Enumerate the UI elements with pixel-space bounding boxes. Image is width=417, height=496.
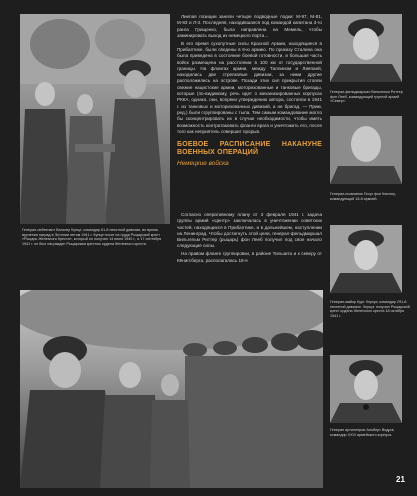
article-column	[177, 14, 322, 170]
caption-portrait-2: Генерал-полковник Георг фон Кюхлер, командующий 18-й армией.	[330, 192, 397, 201]
paragraph: На правом фланге группировки, в районе Тильзита и к северу от Кёнигсберга, располагалась 18-я	[177, 251, 322, 263]
caption-main-photo: Генерал-лейтенант Вальтер Кунце, командир 61-й пехотной дивизии, во время вручения наград в Эстонии летом 1941 г. Кунце носит на груди Рыцарский крест «Рыцарь Железного Креста», который он получил 14 июня 1940 г., и 17 сентября 1941 г. он был награжден Рыцарским крестом ордена Железного креста.	[22, 228, 162, 246]
portrait-von-kuechler	[330, 116, 402, 184]
caption-portrait-1: Генерал-фельдмаршал Вильгельм Риттер фон Лееб, командующий группой армий «Север».	[330, 90, 403, 104]
paragraph: В его время сухопутные силы Красной Армии, находящиеся в Прибалтике, были сведены в 8-ю армию. По приказу Сталина она была приведена в состояние боевой готовности, и большая часть войск размещена на расстоянии в 100 км от государственной границы. На флангах армии, между Таллином и Лиепаей, находились две стрелковые дивизии, за ними другие расположились на острове. Позади этих сил прикрытия стояли свежие нацистские армии, моторизованные и танковые бригады, которые (по-видимому, речь идет о механизированных корпусах РККА, однако, они, вопреки утверждению автора, состояли в 1941 г. из танковых и моторизованных дивизий, а не бригад. — Прим. ред.) были сгруппированы с тыла. Тем самым командование могло бы сконцентрировать их в случае необходимости, чтобы иметь возможность контратаковать фланги врага и уничтожить его, после того как неприятель совершит прорыв.	[177, 40, 322, 134]
photo-officers-ceremony	[20, 14, 170, 224]
section-heading: БОЕВОЕ РАСПИСАНИЕ НАКАНУНЕ ВОЕННЫХ ОПЕРАЦИЙ	[177, 141, 322, 157]
caption-portrait-3: Генерал-майор Курт Херцог, командир 291-й пехотной дивизии. Херцог получил Рыцарский крест ордена Железного креста 18 октября 1941 г.	[330, 300, 410, 318]
page-number: 21	[396, 475, 405, 484]
photo-soldiers-inspection	[20, 290, 323, 488]
paragraph: Согласно оперативному плану от 3 февраля 1941 г. задача группы армий «Центр» заключалась в уничтожении советских частей, находящихся в Прибалтике, и в дальнейшем, наступлении на Ленинград. Чтобы достигнуть этой цели, генерал-фельдмаршал Вильгельм Риттер (рыцарь) фон Лееб получил под свое начало следующие силы.	[177, 212, 322, 249]
portrait-herzog	[330, 225, 402, 293]
caption-portrait-4: Генерал артиллерии Альберт Водриг, командир XXVI армейского корпуса.	[330, 428, 395, 437]
portrait-wodrig	[330, 355, 402, 423]
article-column-continued	[177, 212, 322, 265]
portrait-von-leeb	[330, 14, 402, 82]
paragraph: Лиепая позиции заняли четыре подводные лодки: М-97, М-81, М-83 и Л-3. Последняя, находившаяся под командой капитана 3-го ранга Грищенко, была направлена на Мемель, чтобы заминировать выход из немецкого порта…	[177, 14, 322, 38]
section-subheading: Немецкие войска	[177, 160, 229, 168]
